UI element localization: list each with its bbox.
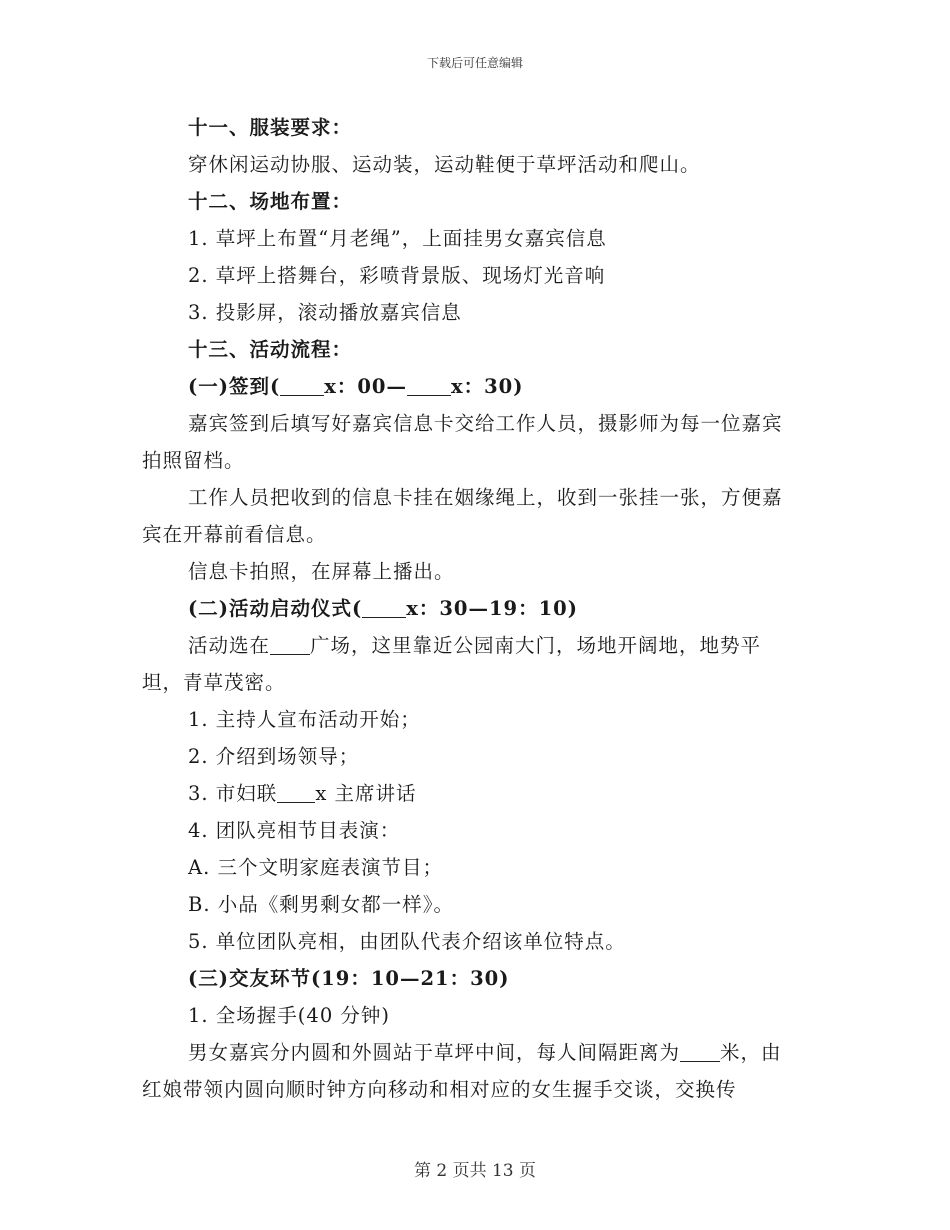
heading-text: (二)活动启动仪式( [188, 597, 363, 620]
list-item: A. 三个文明家庭表演节目； [188, 856, 443, 879]
paragraph: 信息卡拍照，在屏幕上播出。 [188, 560, 455, 583]
paragraph-text: 活动选在 [188, 634, 271, 657]
list-item [142, 775, 797, 812]
paragraph: 嘉宾签到后填写好嘉宾信息卡交给工作人员，摄影师为每一位嘉宾拍照留档。 [142, 412, 783, 472]
heading-text: x：30—19：10) [406, 597, 578, 620]
paragraph [142, 627, 797, 701]
blank-fill [270, 636, 310, 655]
subsection-heading [142, 590, 797, 627]
list-item: 5. 单位团队亮相，由团队代表介绍该单位特点。 [188, 930, 626, 953]
blank-fill [280, 377, 324, 396]
subsection-heading [142, 368, 797, 405]
list-item: 1. 草坪上布置“月老绳”，上面挂男女嘉宾信息 [188, 227, 607, 250]
section-heading: 十三、活动流程： [188, 338, 353, 361]
list-item: 1. 主持人宣布活动开始； [188, 708, 421, 731]
list-item-text: 3. 市妇联 [188, 782, 278, 805]
blank-fill [407, 377, 451, 396]
paragraph: 穿休闲运动协服、运动装，运动鞋便于草坪活动和爬山。 [188, 153, 701, 176]
paragraph: 工作人员把收到的信息卡挂在姻缘绳上，收到一张挂一张，方便嘉宾在开幕前看信息。 [142, 486, 783, 546]
blank-fill [362, 599, 406, 618]
list-item: B. 小品《剩男剩女都一样》。 [188, 893, 454, 916]
list-item: 2. 介绍到场领导； [188, 745, 360, 768]
paragraph-text: 广场，这里靠近公园南大门，场地开阔地，地势平坦，青草茂密。 [142, 634, 762, 694]
list-item: 4. 团队亮相节目表演： [188, 819, 401, 842]
paragraph-text: 男女嘉宾分内圆和外圆站于草坪中间，每人间隔距离为 [188, 1041, 681, 1064]
heading-text: x：30) [450, 375, 524, 398]
list-item-text: x 主席讲话 [315, 782, 417, 805]
list-item: 2. 草坪上搭舞台，彩喷背景版、现场灯光音响 [188, 264, 606, 287]
document-body [142, 109, 797, 1108]
heading-text: x：00— [324, 375, 407, 398]
list-item: 1. 全场握手(40 分钟) [188, 1004, 391, 1027]
blank-fill [680, 1043, 720, 1062]
subsection-heading: (三)交友环节(19：10—21：30) [188, 967, 510, 990]
page-footer: 第 2 页共 13 页 [413, 1161, 537, 1181]
section-heading: 十一、服装要求： [188, 116, 353, 139]
page-header: 下载后可任意编辑 [426, 56, 523, 70]
section-heading: 十二、场地布置： [188, 190, 353, 213]
paragraph [142, 1034, 797, 1108]
paragraph-text: 米，由红娘带领内圆向顺时钟方向移动和相对应的女生握手交谈，交换传 [142, 1041, 782, 1101]
blank-fill [277, 784, 315, 803]
list-item: 3. 投影屏，滚动播放嘉宾信息 [188, 301, 462, 324]
heading-text: (一)签到( [188, 375, 281, 398]
